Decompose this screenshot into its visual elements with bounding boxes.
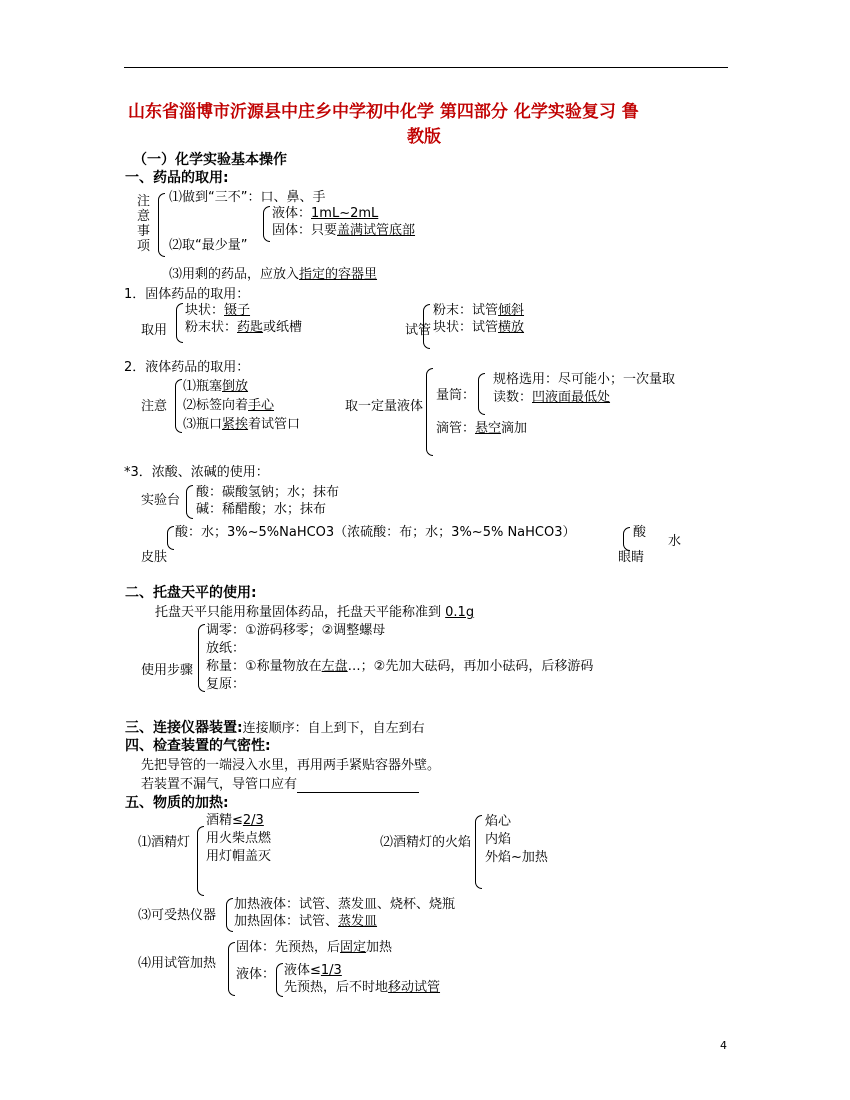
- label: 粉末：试管: [433, 303, 499, 318]
- liquid-rule-3: [183, 416, 300, 433]
- brace: [228, 942, 235, 996]
- airtight-line-2: [141, 776, 419, 793]
- solid-amount: [272, 222, 415, 239]
- document-title-cont: 教版: [407, 127, 441, 147]
- s2-heading: 二、托盘天平的使用:: [125, 585, 257, 601]
- value: 倾斜: [498, 303, 525, 318]
- tube-liquid-limit: [284, 962, 342, 979]
- notes-label-4: 项: [137, 239, 151, 254]
- eye-water: 水: [668, 534, 682, 549]
- text: 酒精≤: [206, 813, 243, 828]
- block-row: [185, 302, 250, 319]
- lamp-cap: 用灯帽盖灭: [206, 849, 272, 864]
- tube-solid: [236, 939, 392, 956]
- label: 读数：: [493, 390, 533, 405]
- solid-heading: 1．固体药品的取用：: [124, 287, 250, 302]
- liquid-amount: [272, 205, 378, 222]
- value: 左盘: [321, 659, 348, 674]
- note-3: [169, 266, 377, 283]
- eye-label: 眼睛: [618, 550, 645, 565]
- notes-label-1: 注: [137, 194, 151, 209]
- text: 称量：①称量物放在: [206, 659, 322, 674]
- flame-core: 焰心: [485, 814, 512, 829]
- s3-heading: 三、连接仪器装置:: [125, 720, 243, 736]
- airtight-line-1: 先把导管的一端浸入水里，再用两手紧贴容器外壁。: [141, 758, 441, 773]
- brace: [158, 193, 165, 257]
- bench-label: 实验台: [141, 493, 181, 508]
- bench-base: 碱：稀醋酸；水；抹布: [196, 502, 327, 517]
- notes-label-3: 事: [137, 224, 151, 239]
- value: 移动试管: [388, 980, 441, 995]
- value: 横放: [498, 320, 525, 335]
- brace: [623, 527, 630, 551]
- text: 加热固体：试管、: [234, 914, 339, 929]
- step-zero: 调零：①游码移零；②调整螺母: [206, 623, 386, 638]
- attention-label: 注意: [141, 399, 168, 414]
- value: 手心: [248, 398, 275, 413]
- heatable-label: ⑶可受热仪器: [138, 908, 217, 923]
- flame-outer: 外焰~加热: [485, 850, 548, 865]
- skin-label: 皮肤: [141, 550, 168, 565]
- text: 托盘天平只能用称量固体药品，托盘天平能称准到: [155, 605, 442, 620]
- brace: [186, 485, 193, 519]
- brace: [276, 963, 283, 997]
- suffix: 或纸槽: [263, 320, 303, 335]
- s5-heading: 五、物质的加热:: [125, 795, 229, 811]
- suffix: 加热: [366, 940, 393, 955]
- text: ⑵标签向着: [183, 398, 249, 413]
- skin-line: 酸：水；3%~5%NaHCO3（浓硫酸：布；水；3%~5% NaHCO3）: [175, 525, 576, 540]
- answer-blank: [297, 780, 419, 793]
- text: ⑶用剩的药品，应放入: [169, 267, 300, 282]
- brace: [426, 368, 433, 456]
- label: 液体：: [272, 206, 312, 221]
- suffix: 着试管口: [248, 417, 301, 432]
- value: 指定的容器里: [299, 267, 378, 282]
- step-restore: 复原：: [206, 677, 246, 692]
- tube-powder: [433, 302, 524, 319]
- step-weigh: [206, 658, 593, 675]
- section-basic-heading: （一）化学实验基本操作: [133, 152, 287, 168]
- cylinder-read: [493, 389, 610, 406]
- label: 块状：: [185, 303, 225, 318]
- heat-liquid: 加热液体：试管、蒸发皿、烧杯、烧瓶: [234, 897, 456, 912]
- label: 粉末状：: [185, 320, 238, 335]
- value: 蒸发皿: [338, 914, 378, 929]
- note-2: ⑵取“最少量”: [169, 238, 248, 253]
- suffix: 滴加: [501, 421, 528, 436]
- lamp-light: 用火柴点燃: [206, 831, 272, 846]
- step-paper: 放纸：: [206, 641, 246, 656]
- value: 镊子: [224, 303, 251, 318]
- value: 2/3: [242, 813, 264, 828]
- value: 固定: [340, 940, 367, 955]
- s3-row: [125, 720, 425, 737]
- bench-acid: 酸：碳酸氢钠；水；抹布: [196, 485, 340, 500]
- eye-acid: 酸: [633, 525, 647, 540]
- brace: [167, 526, 174, 550]
- tube-heat-label: ⑷用试管加热: [138, 956, 217, 971]
- notes-label-2: 意: [137, 209, 151, 224]
- brace: [176, 303, 183, 343]
- brace: [226, 898, 233, 932]
- tube-preheat: [284, 979, 440, 996]
- steps-label: 使用步骤: [141, 663, 194, 678]
- value: 悬空: [475, 421, 502, 436]
- value: 倒放: [222, 379, 249, 394]
- suffix: …；②先加大砝码，再加小砝码，后移游码: [347, 659, 594, 674]
- brace: [197, 826, 204, 896]
- acid-heading: *3．浓酸、浓碱的使用：: [124, 465, 269, 480]
- value: 盖满试管底部: [337, 223, 416, 238]
- value: 0.1g: [445, 605, 475, 620]
- brace: [475, 815, 482, 889]
- value: 1mL~2mL: [311, 206, 379, 221]
- text: 固体：先预热，后: [236, 940, 341, 955]
- tube-block: [433, 319, 524, 336]
- liquid-rule-2: [183, 397, 274, 414]
- value: 凹液面最低处: [532, 390, 611, 405]
- quant-label: 取一定量液体: [345, 399, 424, 414]
- s3-text: 连接顺序：自上到下，自左到右: [242, 721, 425, 736]
- s4-heading: 四、检查装置的气密性:: [125, 738, 271, 754]
- heat-solid: [234, 913, 377, 930]
- value: 药匙: [237, 320, 264, 335]
- value: 1/3: [320, 963, 342, 978]
- note-1: ⑴做到“三不”：口、鼻、手: [169, 190, 326, 205]
- page-number: 4: [720, 1039, 727, 1052]
- text: 液体≤: [284, 963, 321, 978]
- s1-heading: 一、药品的取用:: [125, 170, 229, 186]
- value: 紧挨: [222, 417, 249, 432]
- alcohol-limit: [206, 812, 264, 829]
- label: 滴管：: [436, 421, 476, 436]
- lamp2-label: ⑵酒精灯的火焰: [380, 835, 472, 850]
- powder-row: [185, 319, 302, 336]
- tube-label: 试管: [405, 323, 432, 338]
- flame-inner: 内焰: [485, 832, 512, 847]
- cylinder-label: 量筒：: [436, 388, 476, 403]
- brace: [263, 206, 270, 242]
- brace: [423, 304, 430, 349]
- text: 若装置不漏气，导管口应有: [141, 777, 298, 792]
- brace: [175, 379, 182, 433]
- label: 块状：试管: [433, 320, 499, 335]
- liquid-heading: 2．液体药品的取用：: [124, 360, 250, 375]
- cylinder-spec: 规格选用：尽可能小；一次量取: [493, 372, 676, 387]
- text: 先预热，后不时地: [284, 980, 389, 995]
- tube-liquid-label: 液体：: [236, 967, 276, 982]
- qu-label: 取用: [141, 323, 168, 338]
- document-title: 山东省淄博市沂源县中庄乡中学初中化学 第四部分 化学实验复习 鲁: [128, 102, 639, 122]
- header-rule: [124, 67, 728, 68]
- balance-line: [155, 604, 474, 621]
- brace: [478, 373, 485, 415]
- lamp1-label: ⑴酒精灯: [138, 835, 191, 850]
- brace: [198, 624, 205, 692]
- dropper-row: [436, 420, 527, 437]
- text: ⑴瓶塞: [183, 379, 223, 394]
- text: ⑶瓶口: [183, 417, 223, 432]
- label: 固体：只要: [272, 223, 338, 238]
- liquid-rule-1: [183, 378, 248, 395]
